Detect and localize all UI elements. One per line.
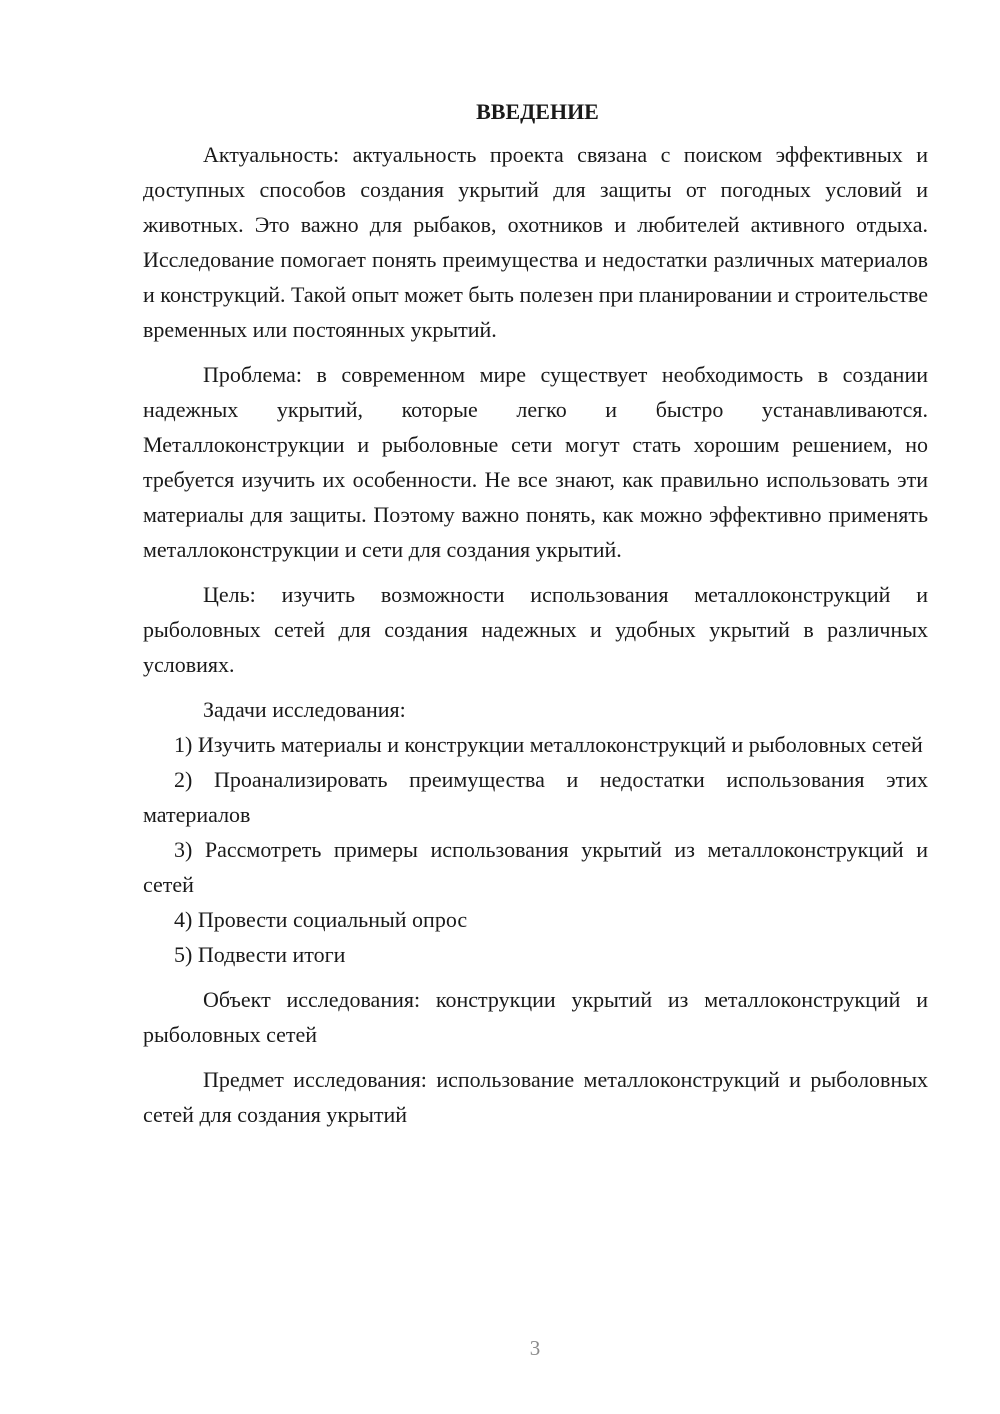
subject-paragraph: Предмет исследования: использование металлоконструкций и рыболовных сетей для создания укрытий	[143, 1067, 928, 1127]
object-paragraph: Объект исследования: конструкции укрытий из металлоконструкций и рыболовных сетей	[143, 987, 928, 1047]
task-item-3: 3) Рассмотреть примеры использования укрытий из металлоконструкций и сетей	[143, 837, 928, 897]
section-heading: ВВЕДЕНИЕ	[476, 99, 599, 124]
task-item-2: 2) Проанализировать преимущества и недостатки использования этих материалов	[143, 767, 928, 827]
tasks-heading: Задачи исследования:	[203, 697, 406, 722]
task-item-4: 4) Провести социальный опрос	[174, 907, 468, 932]
task-item-1: 1) Изучить материалы и конструкции металлоконструкций и рыболовных сетей	[174, 732, 923, 757]
task-item-5: 5) Подвести итоги	[174, 942, 346, 967]
relevance-paragraph: Актуальность: актуальность проекта связана с поиском эффективных и доступных способов создания укрытий для защиты от погодных условий и животных. Это важно для рыбаков, охотников и любителей активного отдыха. Исследование помогает понять преимущества и недостатки различных материалов и конструкций. Такой опыт может быть полезен при планировании и строительстве временных или постоянных укрытий.	[143, 142, 928, 342]
page-content	[143, 94, 928, 1132]
goal-paragraph: Цель: изучить возможности использования металлоконструкций и рыболовных сетей для создания надежных и удобных укрытий в различных условиях.	[143, 582, 928, 677]
page-number: 3	[529, 1336, 541, 1360]
problem-paragraph: Проблема: в современном мире существует необходимость в создании надежных укрытий, которые легко и быстро устанавливаются. Металлоконструкции и рыболовные сети могут стать хорошим решением, но требуется изучить их особенности. Не все знают, как правильно использовать эти материалы для защиты. Поэтому важно понять, как можно эффективно применять металлоконструкции и сети для создания укрытий.	[143, 362, 928, 562]
